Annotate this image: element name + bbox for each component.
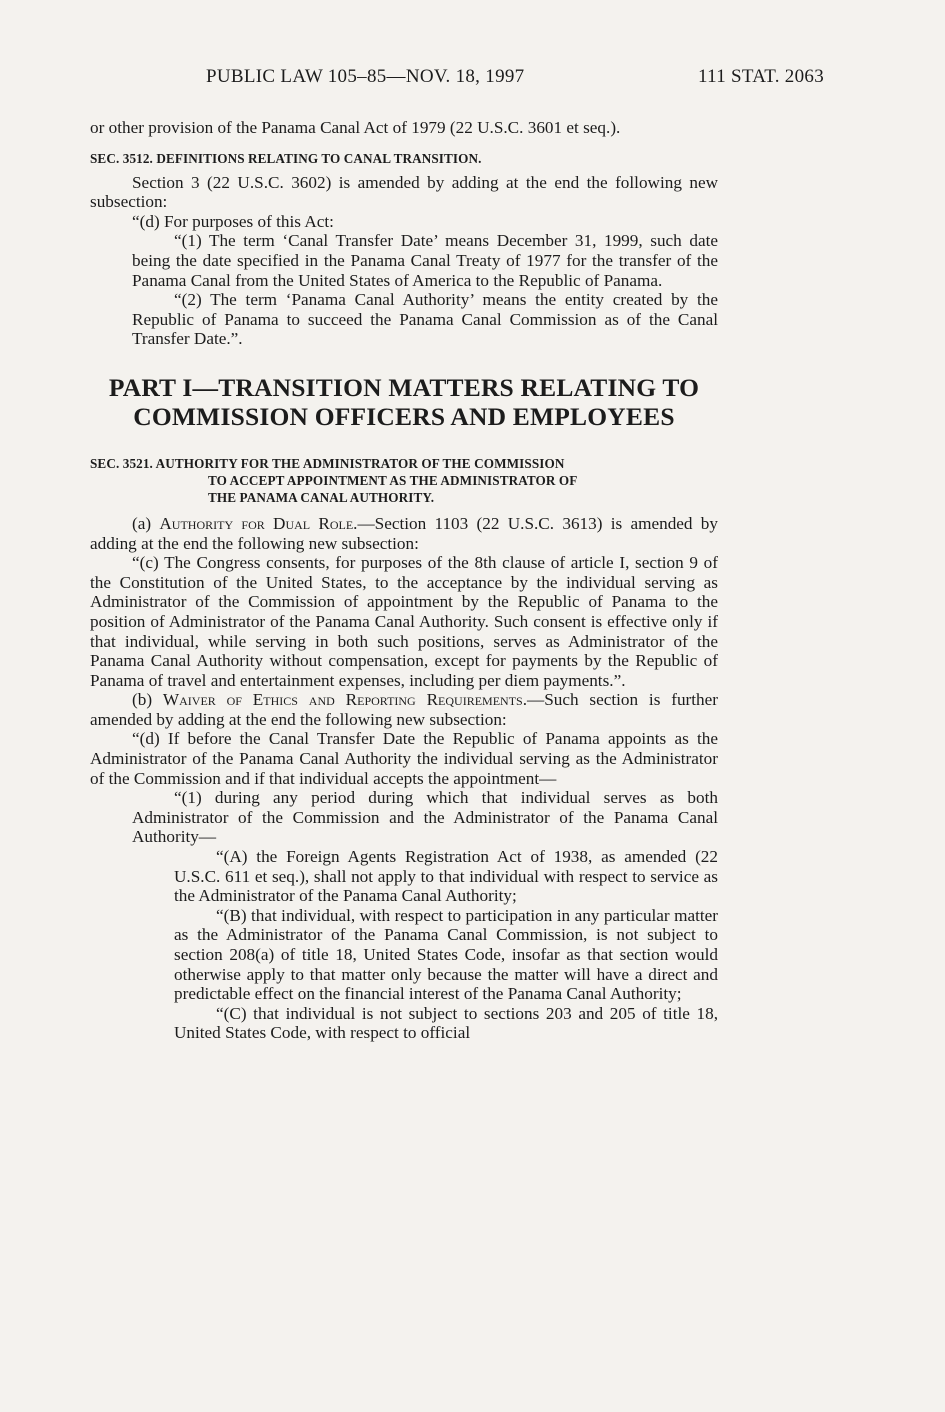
subparagraph-d-1-B: “(B) that individual, with respect to participation in any particular matter as the Administrator of the Panama Canal Commission, is not subject to section 208(a) of title 18, United States Code, insofar as that section would otherwise apply to that matter only because the matter will have a direct and predictable effect on the financial interest of the Panama Canal Authority;	[174, 905, 718, 1004]
subsection-a-label: (a)	[132, 513, 160, 533]
subsection-a-caption: Authority for Dual Role.	[159, 513, 358, 533]
page-body	[90, 118, 718, 1043]
paragraph-d-1: “(1) during any period during which that individual serves as both Administrator of the Commission and the Administrator of the Panama Canal Authority—	[132, 788, 718, 847]
section-3512-heading: SEC. 3512. DEFINITIONS RELATING TO CANAL TRANSITION.	[90, 150, 482, 166]
intro-paragraph: or other provision of the Panama Canal Act of 1979 (22 U.S.C. 3601 et seq.).	[90, 118, 621, 137]
part-title-line-2: COMMISSION OFFICERS AND EMPLOYEES	[133, 401, 675, 431]
section-3521-heading-line-3: THE PANAMA CANAL AUTHORITY.	[208, 489, 435, 505]
subsection-a-paragraph	[90, 514, 718, 553]
part-title-line-1: PART I—TRANSITION MATTERS RELATING TO	[108, 372, 700, 402]
new-subsection-c: “(c) The Congress consents, for purposes of the 8th clause of article I, section 9 of the Constitution of the United States, to the acceptance by the individual serving as Administrator of the Commission of appointment by the Republic of Panama to the position of Administrator of the Panama Canal Authority. Such consent is effective only if that individual, while serving in both such positions, serves as Administrator of the Panama Canal Authority without compensation, except for payments by the Republic of Panama of travel and entertainment expenses, including per diem payments.”.	[90, 553, 718, 690]
subsection-d-definitions: “(d) For purposes of this Act:	[132, 211, 334, 231]
definition-panama-canal-authority: “(2) The term ‘Panama Canal Authority’ means the entity created by the Republic of Panama to succeed the Panama Canal Commission as of the Canal Transfer Date.”.	[132, 290, 718, 349]
section-3512-paragraph: Section 3 (22 U.S.C. 3602) is amended by adding at the end the following new subsection:	[90, 172, 718, 212]
subsection-b-text: —Such section is further amended by adding at the end the following new subsection:	[90, 690, 718, 729]
section-3521-heading-line-2: TO ACCEPT APPOINTMENT AS THE ADMINISTRATOR OF	[208, 472, 578, 488]
subsection-b-paragraph	[90, 690, 718, 729]
running-title: PUBLIC LAW 105–85—NOV. 18, 1997	[206, 66, 525, 87]
section-3521-heading-line-1: SEC. 3521. AUTHORITY FOR THE ADMINISTRATOR OF THE COMMISSION	[90, 455, 565, 471]
subsection-b-caption: Waiver of Ethics and Reporting Requirements.	[162, 690, 527, 710]
part-title	[90, 373, 718, 431]
subsection-a-text: —Section 1103 (22 U.S.C. 3613) is amended by adding at the end the following new subsection:	[90, 513, 718, 553]
section-3521-heading	[90, 455, 718, 506]
new-subsection-d: “(d) If before the Canal Transfer Date the Republic of Panama appoints as the Administrator of the Panama Canal Authority the individual serving as the Administrator of the Commission and if that individual accepts the appointment—	[90, 729, 718, 788]
statute-page-number: 111 STAT. 2063	[698, 66, 825, 87]
subsection-b-label: (b)	[132, 690, 163, 710]
subparagraph-d-1-A: “(A) the Foreign Agents Registration Act of 1938, as amended (22 U.S.C. 611 et seq.), shall not apply to that individual with respect to service as the Administrator of the Panama Canal Authority;	[174, 847, 718, 906]
subparagraph-d-1-C: “(C) that individual is not subject to sections 203 and 205 of title 18, United States Code, with respect to official	[174, 1003, 718, 1043]
definition-canal-transfer-date: “(1) The term ‘Canal Transfer Date’ means December 31, 1999, such date being the date specified in the Panama Canal Treaty of 1977 for the transfer of the Panama Canal from the United States of America to the Republic of Panama.	[132, 231, 718, 290]
page-header	[0, 66, 945, 92]
